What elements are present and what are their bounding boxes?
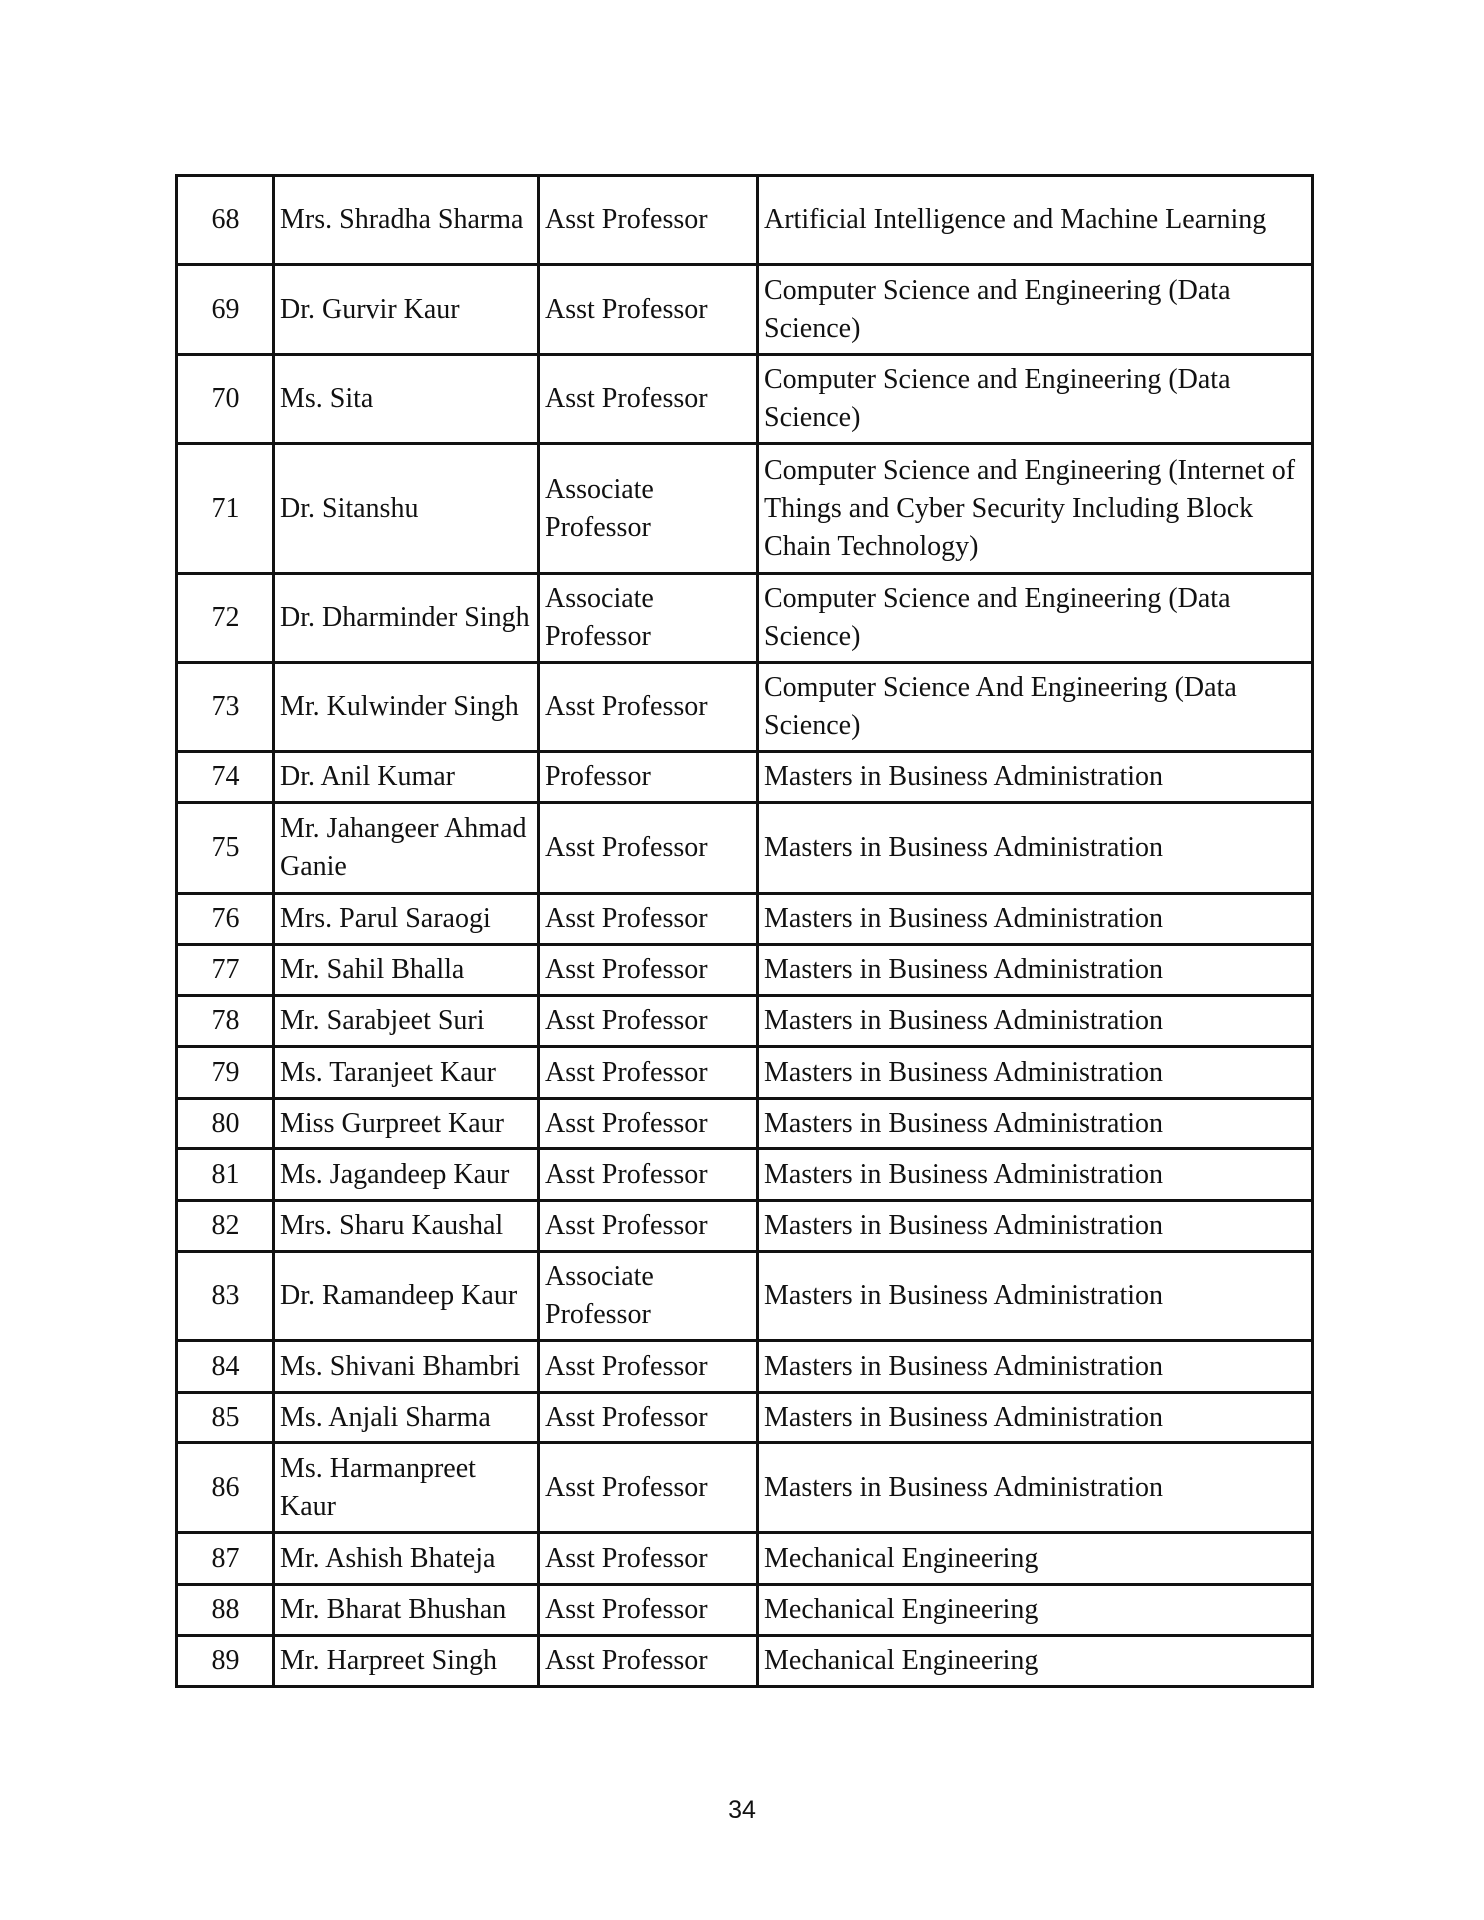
faculty-name-cell: Mrs. Shradha Sharma [274, 176, 539, 265]
department-cell: Masters in Business Administration [758, 803, 1313, 894]
department-cell: Mechanical Engineering [758, 1636, 1313, 1687]
table-row [177, 1585, 1313, 1636]
designation-cell: Asst Professor [539, 176, 758, 265]
faculty-name-cell: Dr. Sitanshu [274, 444, 539, 574]
serial-number-cell: 83 [177, 1252, 274, 1341]
table-row [177, 752, 1313, 803]
department-cell: Masters in Business Administration [758, 945, 1313, 996]
department-cell: Masters in Business Administration [758, 1047, 1313, 1099]
designation-cell: Associate Professor [539, 444, 758, 574]
faculty-name-cell: Mr. Kulwinder Singh [274, 663, 539, 752]
faculty-name-cell: Dr. Dharminder Singh [274, 574, 539, 663]
department-cell: Computer Science and Engineering (Data Science) [758, 355, 1313, 444]
designation-cell: Professor [539, 752, 758, 803]
table-row [177, 574, 1313, 663]
designation-cell: Asst Professor [539, 1393, 758, 1443]
faculty-name-cell: Mr. Bharat Bhushan [274, 1585, 539, 1636]
designation-cell: Asst Professor [539, 1636, 758, 1687]
serial-number-cell: 82 [177, 1201, 274, 1252]
faculty-name-cell: Ms. Jagandeep Kaur [274, 1149, 539, 1201]
table-row [177, 1047, 1313, 1099]
department-cell: Masters in Business Administration [758, 1393, 1313, 1443]
faculty-name-cell: Mr. Ashish Bhateja [274, 1533, 539, 1585]
faculty-name-cell: Ms. Sita [274, 355, 539, 444]
department-cell: Masters in Business Administration [758, 1149, 1313, 1201]
designation-cell: Asst Professor [539, 1533, 758, 1585]
serial-number-cell: 70 [177, 355, 274, 444]
faculty-name-cell: Ms. Shivani Bhambri [274, 1341, 539, 1393]
department-cell: Artificial Intelligence and Machine Learning [758, 176, 1313, 265]
table-row [177, 1252, 1313, 1341]
serial-number-cell: 86 [177, 1443, 274, 1533]
table-row [177, 1636, 1313, 1687]
department-cell: Masters in Business Administration [758, 1341, 1313, 1393]
table-row [177, 1149, 1313, 1201]
table-row [177, 996, 1313, 1047]
designation-cell: Associate Professor [539, 1252, 758, 1341]
serial-number-cell: 77 [177, 945, 274, 996]
designation-cell: Asst Professor [539, 265, 758, 355]
faculty-name-cell: Dr. Gurvir Kaur [274, 265, 539, 355]
table-row [177, 1341, 1313, 1393]
designation-cell: Asst Professor [539, 1099, 758, 1149]
table-row [177, 444, 1313, 574]
department-cell: Masters in Business Administration [758, 996, 1313, 1047]
table-row [177, 1201, 1313, 1252]
designation-cell: Asst Professor [539, 1149, 758, 1201]
serial-number-cell: 78 [177, 996, 274, 1047]
serial-number-cell: 76 [177, 894, 274, 945]
faculty-table-body [177, 176, 1313, 1687]
table-row [177, 803, 1313, 894]
serial-number-cell: 73 [177, 663, 274, 752]
faculty-name-cell: Ms. Anjali Sharma [274, 1393, 539, 1443]
table-row [177, 176, 1313, 265]
faculty-name-cell: Dr. Ramandeep Kaur [274, 1252, 539, 1341]
table-row [177, 355, 1313, 444]
serial-number-cell: 88 [177, 1585, 274, 1636]
table-row [177, 1533, 1313, 1585]
serial-number-cell: 69 [177, 265, 274, 355]
faculty-table [175, 174, 1314, 1688]
designation-cell: Asst Professor [539, 1443, 758, 1533]
serial-number-cell: 79 [177, 1047, 274, 1099]
faculty-name-cell: Miss Gurpreet Kaur [274, 1099, 539, 1149]
designation-cell: Asst Professor [539, 894, 758, 945]
table-row [177, 1443, 1313, 1533]
designation-cell: Asst Professor [539, 1047, 758, 1099]
department-cell: Computer Science and Engineering (Data Science) [758, 265, 1313, 355]
serial-number-cell: 81 [177, 1149, 274, 1201]
serial-number-cell: 84 [177, 1341, 274, 1393]
serial-number-cell: 74 [177, 752, 274, 803]
serial-number-cell: 87 [177, 1533, 274, 1585]
faculty-name-cell: Mr. Harpreet Singh [274, 1636, 539, 1687]
department-cell: Computer Science and Engineering (Data Science) [758, 574, 1313, 663]
serial-number-cell: 80 [177, 1099, 274, 1149]
designation-cell: Asst Professor [539, 1341, 758, 1393]
table-row [177, 894, 1313, 945]
designation-cell: Asst Professor [539, 663, 758, 752]
table-row [177, 1393, 1313, 1443]
serial-number-cell: 89 [177, 1636, 274, 1687]
department-cell: Mechanical Engineering [758, 1533, 1313, 1585]
faculty-name-cell: Mrs. Parul Saraogi [274, 894, 539, 945]
department-cell: Computer Science And Engineering (Data Science) [758, 663, 1313, 752]
serial-number-cell: 85 [177, 1393, 274, 1443]
faculty-name-cell: Ms. Harmanpreet Kaur [274, 1443, 539, 1533]
table-row [177, 1099, 1313, 1149]
table-row [177, 945, 1313, 996]
department-cell: Computer Science and Engineering (Internet of Things and Cyber Security Including Block Chain Technology) [758, 444, 1313, 574]
faculty-name-cell: Mr. Jahangeer Ahmad Ganie [274, 803, 539, 894]
serial-number-cell: 72 [177, 574, 274, 663]
table-row [177, 265, 1313, 355]
table-row [177, 663, 1313, 752]
designation-cell: Asst Professor [539, 803, 758, 894]
department-cell: Masters in Business Administration [758, 752, 1313, 803]
designation-cell: Asst Professor [539, 355, 758, 444]
department-cell: Masters in Business Administration [758, 1201, 1313, 1252]
serial-number-cell: 75 [177, 803, 274, 894]
faculty-name-cell: Mr. Sahil Bhalla [274, 945, 539, 996]
department-cell: Masters in Business Administration [758, 1252, 1313, 1341]
faculty-name-cell: Mrs. Sharu Kaushal [274, 1201, 539, 1252]
department-cell: Masters in Business Administration [758, 1443, 1313, 1533]
department-cell: Masters in Business Administration [758, 1099, 1313, 1149]
designation-cell: Asst Professor [539, 1585, 758, 1636]
faculty-name-cell: Ms. Taranjeet Kaur [274, 1047, 539, 1099]
department-cell: Mechanical Engineering [758, 1585, 1313, 1636]
designation-cell: Asst Professor [539, 945, 758, 996]
designation-cell: Asst Professor [539, 1201, 758, 1252]
department-cell: Masters in Business Administration [758, 894, 1313, 945]
designation-cell: Associate Professor [539, 574, 758, 663]
designation-cell: Asst Professor [539, 996, 758, 1047]
serial-number-cell: 71 [177, 444, 274, 574]
faculty-name-cell: Mr. Sarabjeet Suri [274, 996, 539, 1047]
faculty-name-cell: Dr. Anil Kumar [274, 752, 539, 803]
page-number: 34 [728, 1796, 756, 1824]
serial-number-cell: 68 [177, 176, 274, 265]
